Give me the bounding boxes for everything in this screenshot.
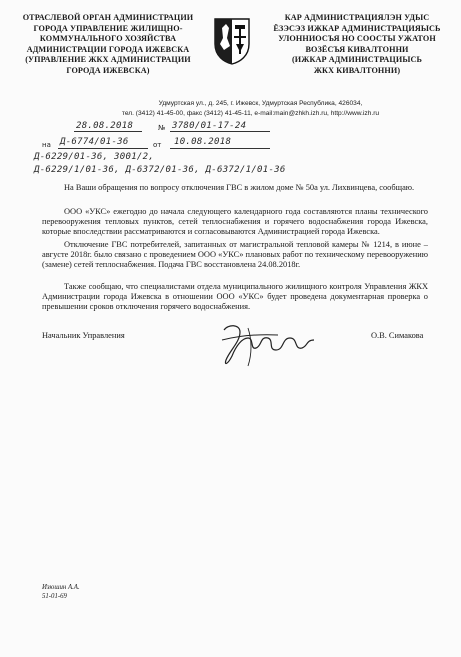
org-ud-line: ЖКХ КИВАЛТОННИ) (313, 65, 401, 75)
body-paragraph: ООО «УКС» ежегодно до начала следующего календарного года составляются планы технического перевооружения тепловых пунктов, сетей теплоснабжения и горячего водоснабжения города Ижевска, которые впоследствии рассматриваются и согласовываются Администрацией города Ижевска. (42, 207, 428, 237)
on-label: на (42, 141, 51, 149)
signatory-title: Начальник Управления (42, 331, 125, 340)
address-line: Удмуртская ул., д. 245, г. Ижевск, Удмуртская Республика, 426034, (158, 100, 363, 107)
org-ru-line: ГОРОДА УПРАВЛЕНИЕ ЖИЛИЩНО- (33, 23, 183, 33)
org-ud-line: КАР АДМИНИСТРАЦИЯЛЭН УДЫС (284, 13, 430, 22)
contacts-line: тел. (3412) 41-45-00, факс (3412) 41-45-11, e-mail:main@zhkh.izh.ru, http://www.izh.ru (121, 109, 380, 117)
org-ud-line: ВОЗЁСЪЯ КИВАЛТОННИ (305, 44, 409, 54)
org-ud-line: УЛОННИОСЪЯ НО СООСТЫ УЖАТОН (278, 34, 436, 44)
reference-date: 10.08.2018 (174, 137, 232, 147)
org-ru-line: (УПРАВЛЕНИЕ ЖКХ АДМИНИСТРАЦИИ (25, 55, 191, 65)
from-label: от (153, 141, 162, 149)
ref-underline (58, 148, 148, 149)
body-paragraph: Отключение ГВС потребителей, запитанных от магистральной тепловой камеры № 1214, в июне – августе 2018г. было связано с проведением ООО «УКС» плановых работ по техническому перевооружению (замене) сетей теплоснабжения. Подача ГВС восстановлена 24.08.2018г. (42, 240, 428, 270)
signatory-name: О.В. Симакова (371, 331, 424, 340)
ref-date-underline (170, 148, 270, 149)
handwritten-signature-icon (218, 320, 328, 370)
body-paragraph: Также сообщаю, что специалистами отдела муниципального жилищного контроля Управления ЖКХ Администрации города Ижевска в отношении ООО «УКС» будет проведена документарная проверка о превышении сроков отключения горячего водоснабжения. (42, 282, 428, 312)
org-name-udmurt (264, 13, 450, 77)
extra-references: Д-6229/1/01-36, Д-6372/01-36, Д-6372/1/01-36 (34, 165, 286, 175)
reference-number: Д-6774/01-36 (60, 137, 129, 147)
org-ru-line: АДМИНИСТРАЦИИ ГОРОДА ИЖЕВСКА (26, 44, 190, 54)
org-ru-line: ОТРАСЛЕВОЙ ОРГАН АДМИНИСТРАЦИИ (22, 13, 194, 22)
org-ru-line: КОММУНАЛЬНОГО ХОЗЯЙСТВА (39, 34, 177, 44)
number-label: № (158, 124, 166, 132)
date-underline (74, 131, 142, 132)
outgoing-date: 28.08.2018 (76, 121, 134, 131)
org-ud-line: ЁЗЭСЭЗ ИЖКАР АДМИНИСТРАЦИЯЫСЬ (273, 23, 441, 33)
org-address (0, 99, 461, 119)
executor-name: Изюшин А.А. (42, 584, 80, 591)
org-ru-line: ГОРОДА ИЖЕВСКА) (66, 65, 150, 75)
executor-phone: 51-01-69 (42, 593, 67, 600)
number-underline (170, 131, 270, 132)
extra-references: Д-6229/01-36, 3001/2, (34, 152, 155, 162)
org-ud-line: (ИЖКАР АДМИНИСТРАЦИЫСЬ (291, 55, 422, 65)
executor-info (42, 583, 80, 601)
body-paragraph: На Ваши обращения по вопросу отключения ГВС в жилом доме № 50а ул. Лихвинцева, сообщаю. (64, 183, 415, 192)
outgoing-number: 3780/01-17-24 (172, 121, 247, 131)
org-name-russian (16, 13, 200, 77)
city-coat-of-arms-icon (212, 16, 252, 66)
